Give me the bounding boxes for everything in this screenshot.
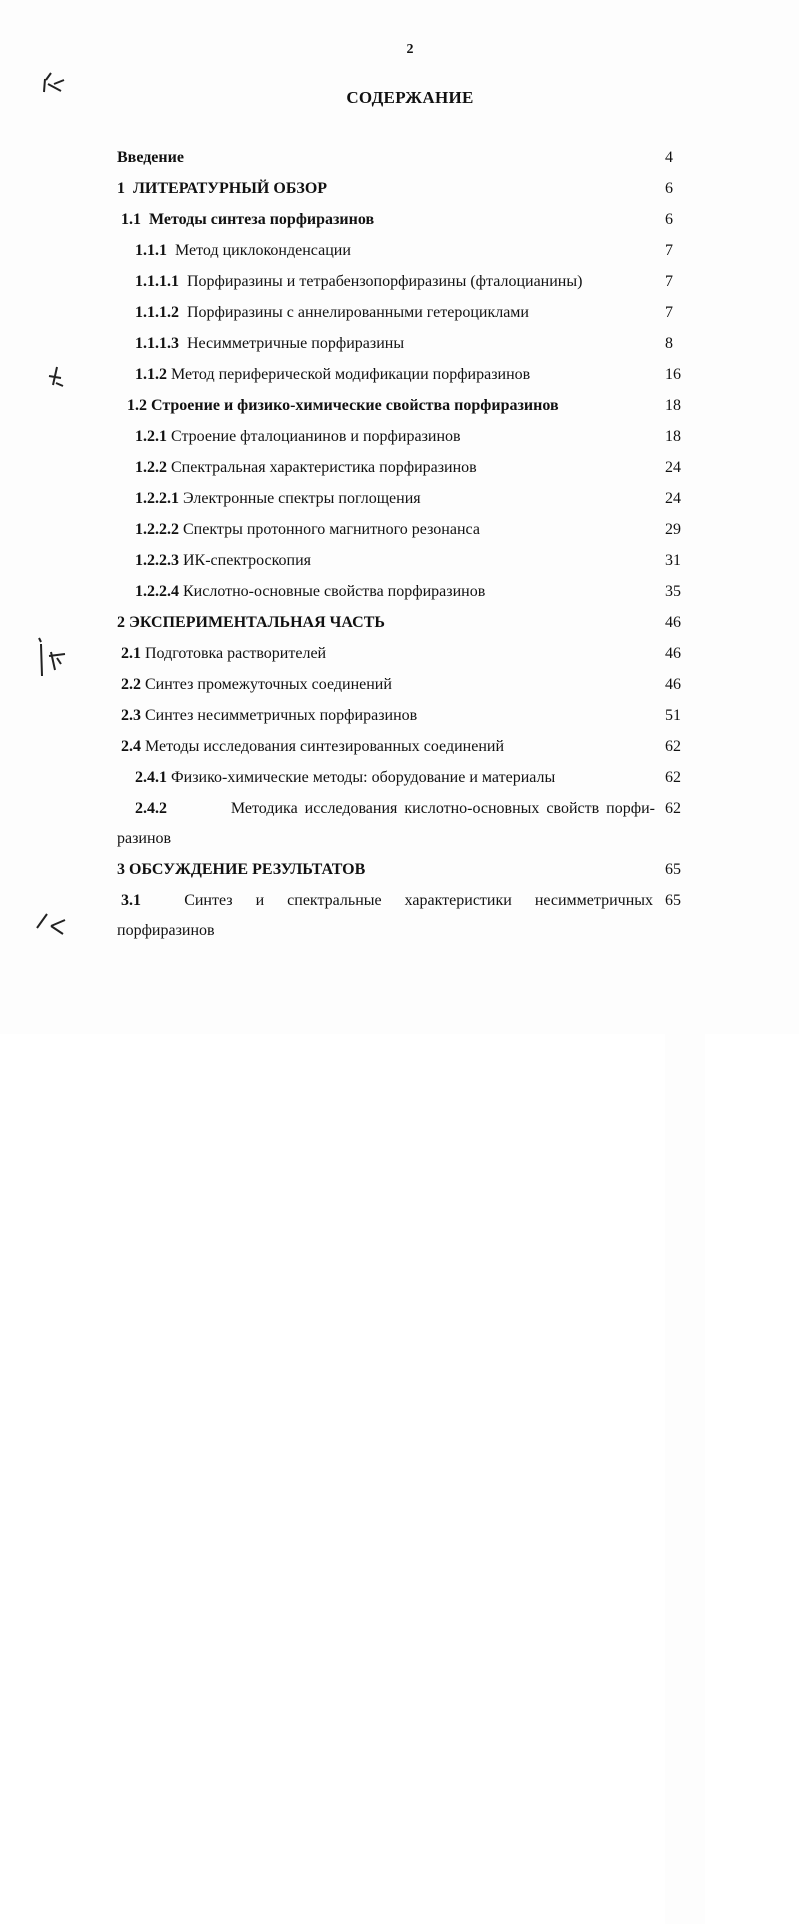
- toc-entry-1-2-1: [0, 426, 799, 448]
- toc-entry-2: [0, 612, 799, 634]
- toc-entry-title: Методы синтеза порфиразинов: [149, 211, 375, 228]
- toc-entry-2-3: [0, 705, 799, 727]
- toc-entry-title: ЛИТЕРАТУРНЫЙ ОБЗОР: [133, 180, 328, 197]
- toc-entry-page: 62: [665, 798, 705, 1832]
- toc-entry-page: 62: [665, 736, 705, 1770]
- toc-entry-page: 65: [665, 890, 705, 1924]
- toc-entry-page: 29: [665, 519, 705, 1553]
- toc-entry-title: ЭКСПЕРИМЕНТАЛЬНАЯ ЧАСТЬ: [129, 614, 385, 631]
- toc-entry-number: 1.2.1: [135, 428, 167, 445]
- toc-entry-1-2: [0, 395, 799, 417]
- toc-entry-page: 31: [665, 550, 705, 1584]
- toc-entry-number: 2.4.1: [135, 769, 167, 786]
- toc-entry-continuation: разинов: [117, 830, 172, 847]
- toc-entry-title: Несимметричные порфиразины: [187, 335, 405, 352]
- toc-entry-number: 1.2.2.4: [135, 583, 179, 600]
- toc-entry-title: Порфиразины и тетрабензопорфиразины (фталоцианины): [187, 273, 583, 290]
- toc-entry-page: 8: [665, 333, 705, 1367]
- toc-entry-page: 7: [665, 271, 705, 1305]
- toc-entry-title: Спектральная характеристика порфиразинов: [171, 459, 477, 476]
- toc-entry-title: Кислотно-основные свойства порфиразинов: [183, 583, 486, 600]
- toc-entry-continuation: порфиразинов: [117, 922, 215, 939]
- toc-entry-title: Порфиразины с аннелированными гетероциклами: [187, 304, 529, 321]
- margin-mark-1: [36, 70, 70, 104]
- toc-entry-page: 7: [665, 302, 705, 1336]
- toc-entry-title: Строение и физико-химические свойства порфиразинов: [151, 397, 559, 414]
- toc-entry-page: 24: [665, 457, 705, 1491]
- toc-entry-page: 65: [665, 859, 705, 1893]
- toc-entry-number: 1.1.1: [135, 242, 167, 259]
- toc-entry-number: 1.1.1.1: [135, 273, 179, 290]
- toc-entry-title: Синтез промежуточных соединений: [145, 676, 392, 693]
- toc-entry-number: 1.2.2.1: [135, 490, 179, 507]
- toc-entry-page: 24: [665, 488, 705, 1522]
- toc-entry-number: 1.2.2.3: [135, 552, 179, 569]
- toc-entry-number: 2.2: [121, 676, 141, 693]
- toc-entry-1-1: [0, 209, 799, 231]
- toc-entry-1-2-2-2: [0, 519, 799, 541]
- toc-entry-title: Электронные спектры поглощения: [183, 490, 421, 507]
- toc-entry-number: 1.2.2: [135, 459, 167, 476]
- toc-entry-page: 62: [665, 767, 705, 1801]
- toc-entry-1-2-2: [0, 457, 799, 479]
- toc-entry-title: ИК-спектроскопия: [183, 552, 312, 569]
- toc-entry-2-4-2: [0, 798, 799, 820]
- toc-entry-title: Физико-химические методы: оборудование и материалы: [171, 769, 556, 786]
- toc-entry-page: 51: [665, 705, 705, 1739]
- toc-entry-title: Спектры протонного магнитного резонанса: [183, 521, 480, 538]
- toc-entry-1-1-1: [0, 240, 799, 262]
- toc-entry-intro: [0, 147, 799, 169]
- toc-entry-1-1-2: [0, 364, 799, 386]
- toc-entry-page: 16: [665, 364, 705, 1398]
- toc-title: СОДЕРЖАНИЕ: [346, 88, 474, 107]
- toc-entry-1: [0, 178, 799, 200]
- toc-entry-1-1-1-2: [0, 302, 799, 324]
- toc-entry-title: Методы исследования синтезированных соединений: [145, 738, 504, 755]
- toc-entry-number: 1.1.1.3: [135, 335, 179, 352]
- toc-entry-page: 6: [665, 178, 705, 1212]
- toc-entry-number: 1.2: [127, 397, 147, 414]
- toc-entry-page: 35: [665, 581, 705, 1615]
- toc-entry-1-1-1-3: [0, 333, 799, 355]
- toc-entry-title: ОБСУЖДЕНИЕ РЕЗУЛЬТАТОВ: [129, 861, 366, 878]
- toc-entry-page: 4: [665, 147, 705, 1181]
- toc-entry-number: 3: [117, 861, 125, 878]
- toc-entry-1-2-2-4: [0, 581, 799, 603]
- toc-entry-number: 1.1: [121, 211, 141, 228]
- toc-entry-2-2: [0, 674, 799, 696]
- toc-entry-number: 2.4.2: [135, 800, 167, 817]
- toc-entry-title: Строение фталоцианинов и порфиразинов: [171, 428, 461, 445]
- toc-entry-page: 6: [665, 209, 705, 1243]
- toc-entry-number: 2: [117, 614, 125, 631]
- toc-entry-number: 1: [117, 180, 125, 197]
- margin-mark-4: [33, 908, 71, 936]
- toc-entry-1-2-2-1: [0, 488, 799, 510]
- page-number: 2: [406, 42, 414, 57]
- toc-entry-page: 18: [665, 426, 705, 1460]
- toc-entry-number: 3.1: [121, 892, 141, 909]
- toc-entry-2-4: [0, 736, 799, 758]
- toc-entry-title: Синтез несимметричных порфиразинов: [145, 707, 418, 724]
- toc-entry-page: 46: [665, 643, 705, 1677]
- toc-entry-1-1-1-1: [0, 271, 799, 293]
- toc-entry-3: [0, 859, 799, 881]
- toc-entry-1-2-2-3: [0, 550, 799, 572]
- toc-entry-number: 1.1.2: [135, 366, 167, 383]
- toc-entry-title: Метод периферической модификации порфиразинов: [171, 366, 531, 383]
- toc-entry-number: 2.3: [121, 707, 141, 724]
- toc-entry-title: Методика исследования кислотно-основных свойств порфи-: [230, 800, 655, 817]
- toc-entry-title: Подготовка растворителей: [145, 645, 327, 662]
- toc-entry-page: 18: [665, 395, 705, 1429]
- toc-entry-number: 2.4: [121, 738, 141, 755]
- toc-entry-2-4-1: [0, 767, 799, 789]
- toc-entry-number: 2.1: [121, 645, 141, 662]
- toc-entry-number: 1.2.2.2: [135, 521, 179, 538]
- toc-entry-3-1: [0, 890, 799, 912]
- toc-entry-number: 1.1.1.2: [135, 304, 179, 321]
- toc-entry-title: Метод циклоконденсации: [175, 242, 351, 259]
- toc-entry-page: 7: [665, 240, 705, 1274]
- toc-entry-2-1: [0, 643, 799, 665]
- toc-entry-title: Синтез и спектральные характеристики несимметричных: [184, 892, 653, 909]
- toc-entry-page: 46: [665, 612, 705, 1646]
- toc-entry-page: 46: [665, 674, 705, 1708]
- toc-entry-title: Введение: [117, 149, 184, 166]
